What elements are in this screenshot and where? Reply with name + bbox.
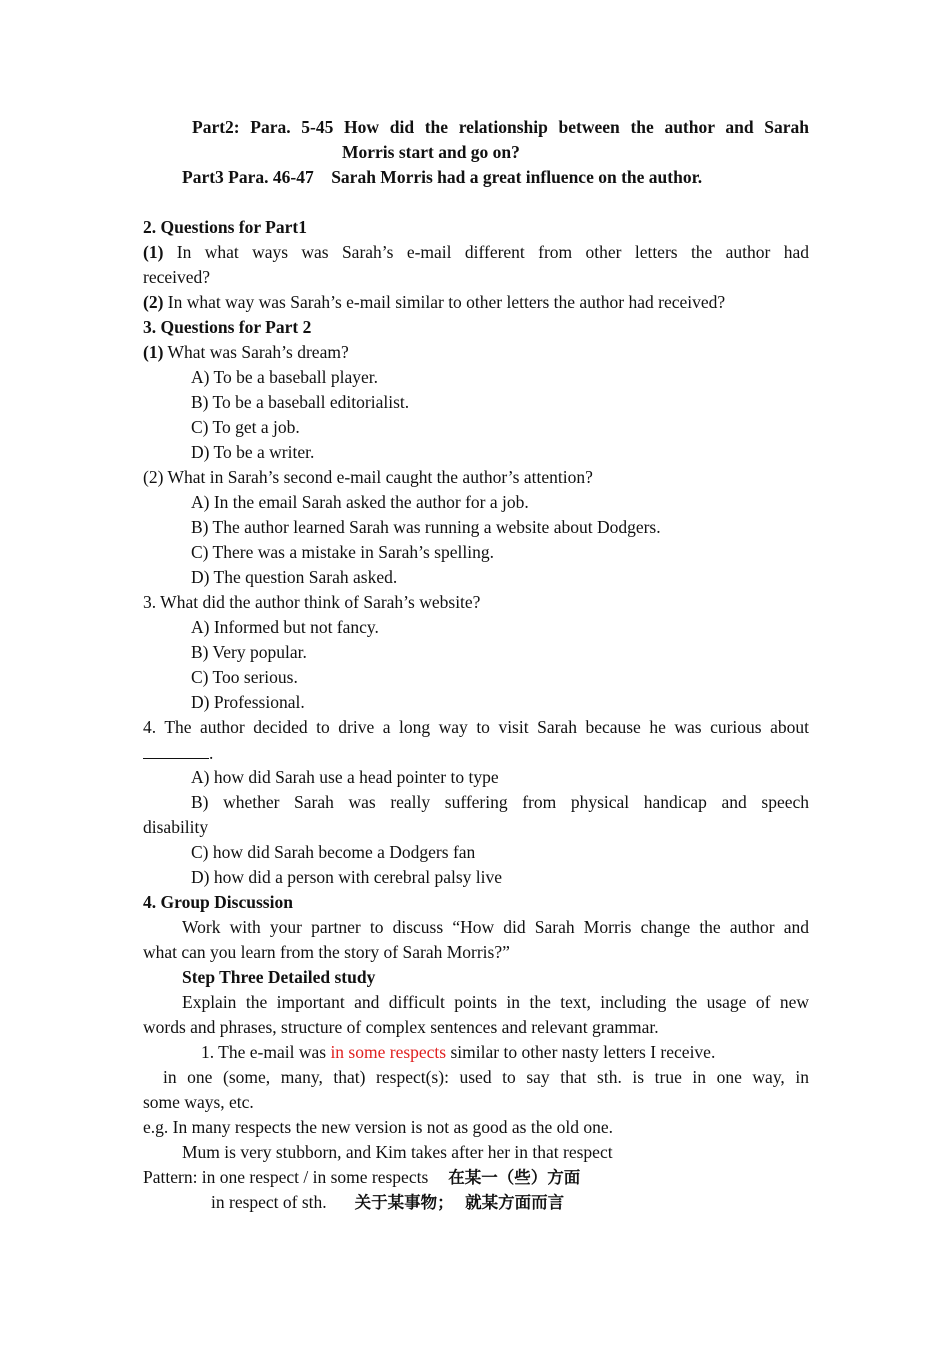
option-b: B) To be a baseball editorialist. [191,392,410,412]
option-c: C) Too serious. [191,667,298,687]
part2-heading-line2: Morris start and go on? [342,142,520,162]
option-d: D) The question Sarah asked. [191,567,398,587]
example-text: similar to other nasty letters I receive. [446,1042,716,1062]
section2-question1-cont: received? [143,267,211,287]
example-text: 1. The e-mail was [201,1042,331,1062]
highlighted-phrase: in some respects [330,1042,447,1062]
option-b-cont: disability [143,817,209,837]
question-text: In what ways was Sarah’s e-mail different from other letters the author had [176,242,809,262]
step-three-line1: Explain the important and difficult points in the text, including the usage of new [182,992,809,1012]
question-dream [143,340,952,365]
option-a: A) how did Sarah use a head pointer to type [191,767,499,787]
example-eg2: Mum is very stubborn, and Kim takes after her in that respect [182,1142,613,1162]
option-b: B) whether Sarah was really suffering from physical handicap and speech [191,792,809,812]
section3-title: 3. Questions for Part 2 [143,317,312,337]
blank-period: . [209,743,214,763]
question-text: In what way was Sarah’s e-mail similar to other letters the author had received? [167,292,726,312]
question-number: (1) [143,242,164,262]
question-text: What was Sarah’s dream? [167,342,349,362]
question-number: (1) [143,342,164,362]
option-a: A) In the email Sarah asked the author for a job. [191,492,529,512]
pattern-text: Pattern: in one respect / in some respects [143,1167,429,1187]
part3-heading: Part3 Para. 46-47 Sarah Morris had a great influence on the author. [182,167,703,187]
respect-translation: 关于某事物； 就某方面而言 [354,1193,565,1212]
example-eg1: e.g. In many respects the new version is not as good as the old one. [143,1117,613,1137]
question-curious: 4. The author decided to drive a long way to visit Sarah because he was curious about [143,717,809,737]
option-c: C) There was a mistake in Sarah’s spelling. [191,542,494,562]
section4-title: 4. Group Discussion [143,892,293,912]
section2-question2 [143,290,952,315]
option-d: D) how did a person with cerebral palsy live [191,867,503,887]
question-number: (2) [143,292,164,312]
option-c: C) To get a job. [191,417,300,437]
fill-in-blank [143,740,952,765]
definition-line2: some ways, etc. [143,1092,254,1112]
option-b: B) Very popular. [191,642,307,662]
discussion-line1: Work with your partner to discuss “How did Sarah Morris change the author and [182,917,809,937]
option-c: C) how did Sarah become a Dodgers fan [191,842,476,862]
option-d: D) Professional. [191,692,305,712]
step-three-title: Step Three Detailed study [182,967,376,987]
step-three-line2: words and phrases, structure of complex sentences and relevant grammar. [143,1017,659,1037]
section2-question1 [143,240,809,265]
respect-text: in respect of sth. [211,1192,327,1212]
blank-line [143,740,209,759]
option-b: B) The author learned Sarah was running a website about Dodgers. [191,517,661,537]
option-a: A) To be a baseball player. [191,367,378,387]
option-a: A) Informed but not fancy. [191,617,379,637]
option-d: D) To be a writer. [191,442,315,462]
discussion-line2: what can you learn from the story of Sarah Morris?” [143,942,510,962]
pattern-line [143,1165,952,1190]
section2-title: 2. Questions for Part1 [143,217,307,237]
question-attention: (2) What in Sarah’s second e-mail caught the author’s attention? [143,467,593,487]
example-sentence [201,1040,952,1065]
part2-heading-line1: Part2: Para. 5-45 How did the relationship between the author and Sarah [192,117,809,137]
question-website: 3. What did the author think of Sarah’s website? [143,592,481,612]
definition-line1: in one (some, many, that) respect(s): used to say that sth. is true in one way, in [163,1067,809,1087]
respect-line [211,1190,952,1215]
pattern-translation: 在某一（些）方面 [448,1168,581,1187]
